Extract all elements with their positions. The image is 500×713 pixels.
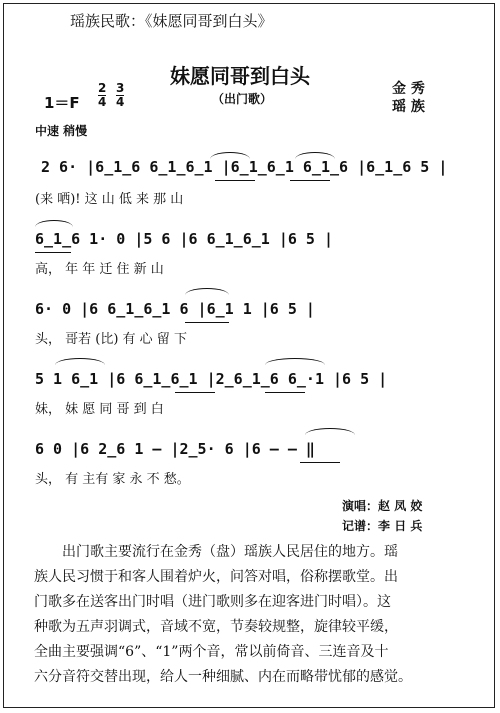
lyrics-row-1: (来 哂)! 这 山 低 来 那 山 <box>35 192 184 207</box>
notes-row-3: 6· 0 |6 6̲1̲6̲1 6 |6̲1 1 |6 5 | <box>35 300 315 318</box>
triplet-slur <box>265 358 325 365</box>
singer-credit: 演唱：赵 凤 姣 <box>342 499 423 513</box>
song-subtitle: （出门歌） <box>212 92 273 106</box>
tempo-marking: 中速 稍慢 <box>35 124 88 138</box>
beam <box>35 252 71 253</box>
category-header: 瑶族民歌：《妹愿同哥到白头》 <box>70 12 273 30</box>
beam <box>265 392 305 393</box>
paragraph-line: 六分音符交替出现，给人一种细腻、内在而略带忧郁的感觉。 <box>34 669 412 685</box>
lyrics-row-4: 妹， 妹 愿 同 哥 到 白 <box>35 402 164 417</box>
slur <box>35 220 73 227</box>
key-signature: 1＝F <box>44 94 80 112</box>
notes-row-5: 6 0 |6 2̲6 1 — |2̲5· 6 |6 — — ‖ <box>35 440 315 458</box>
slur <box>305 428 355 435</box>
slur <box>210 152 250 159</box>
notes-row-2: 6̲1̲6 1· 0 |5 6 |6 6̲1̲6̲1 |6 5 | <box>35 230 334 248</box>
beam <box>290 180 330 181</box>
triplet-slur <box>185 288 229 295</box>
beam <box>175 392 215 393</box>
slur <box>55 358 105 365</box>
lyrics-row-3: 头， 哥若 (比) 有 心 留 下 <box>35 332 187 347</box>
description-paragraph <box>34 540 482 690</box>
meter-a: 2 4 <box>98 81 107 109</box>
paragraph-line: 出门歌主要流行在金秀（盘）瑶族人民居住的地方。瑶 <box>62 544 398 560</box>
score-row-2 <box>35 218 475 278</box>
recorder-credit: 记谱：李 日 兵 <box>342 519 423 533</box>
beam <box>185 322 229 323</box>
paragraph-line: 门歌多在送客出门时唱（进门歌则多在迎客进门时唱）。这 <box>34 594 391 610</box>
beam <box>215 180 255 181</box>
paragraph-line: 全曲主要强调“6”、“1”两个音，常以前倚音、三连音及十 <box>34 644 389 660</box>
notes-row-4: 5 1 6̲1 |6 6̲1̲6̲1 |2̲6̲1̲6 6̲·1 |6 5 | <box>35 370 388 388</box>
paragraph-line: 种歌为五声羽调式，音域不宽，节奏较规整，旋律较平缓， <box>34 619 398 635</box>
meter-b: 3 4 <box>116 81 125 109</box>
score-row-1 <box>35 150 475 210</box>
slur <box>295 152 335 159</box>
origin-place: 金 秀 <box>392 81 425 97</box>
score-row-5 <box>35 428 475 488</box>
score-row-4 <box>35 358 475 418</box>
song-title: 妹愿同哥到白头 <box>170 64 310 88</box>
lyrics-row-2: 高， 年 年 迁 住 新 山 <box>35 262 164 277</box>
origin-people: 瑶 族 <box>392 99 425 115</box>
notes-row-1: 2 6· |6̲1̲6 6̲1̲6̲1 |6̲1̲6̲1 6̲1̲6 |6̲1̲6 5 | <box>41 158 448 176</box>
beam <box>300 462 340 463</box>
score-row-3 <box>35 288 475 348</box>
paragraph-line: 族人民习惯于和客人围着炉火，问答对唱，俗称摆歌堂。出 <box>34 569 398 585</box>
lyrics-row-5: 头， 有 主有 家 永 不 愁。 <box>35 472 190 487</box>
